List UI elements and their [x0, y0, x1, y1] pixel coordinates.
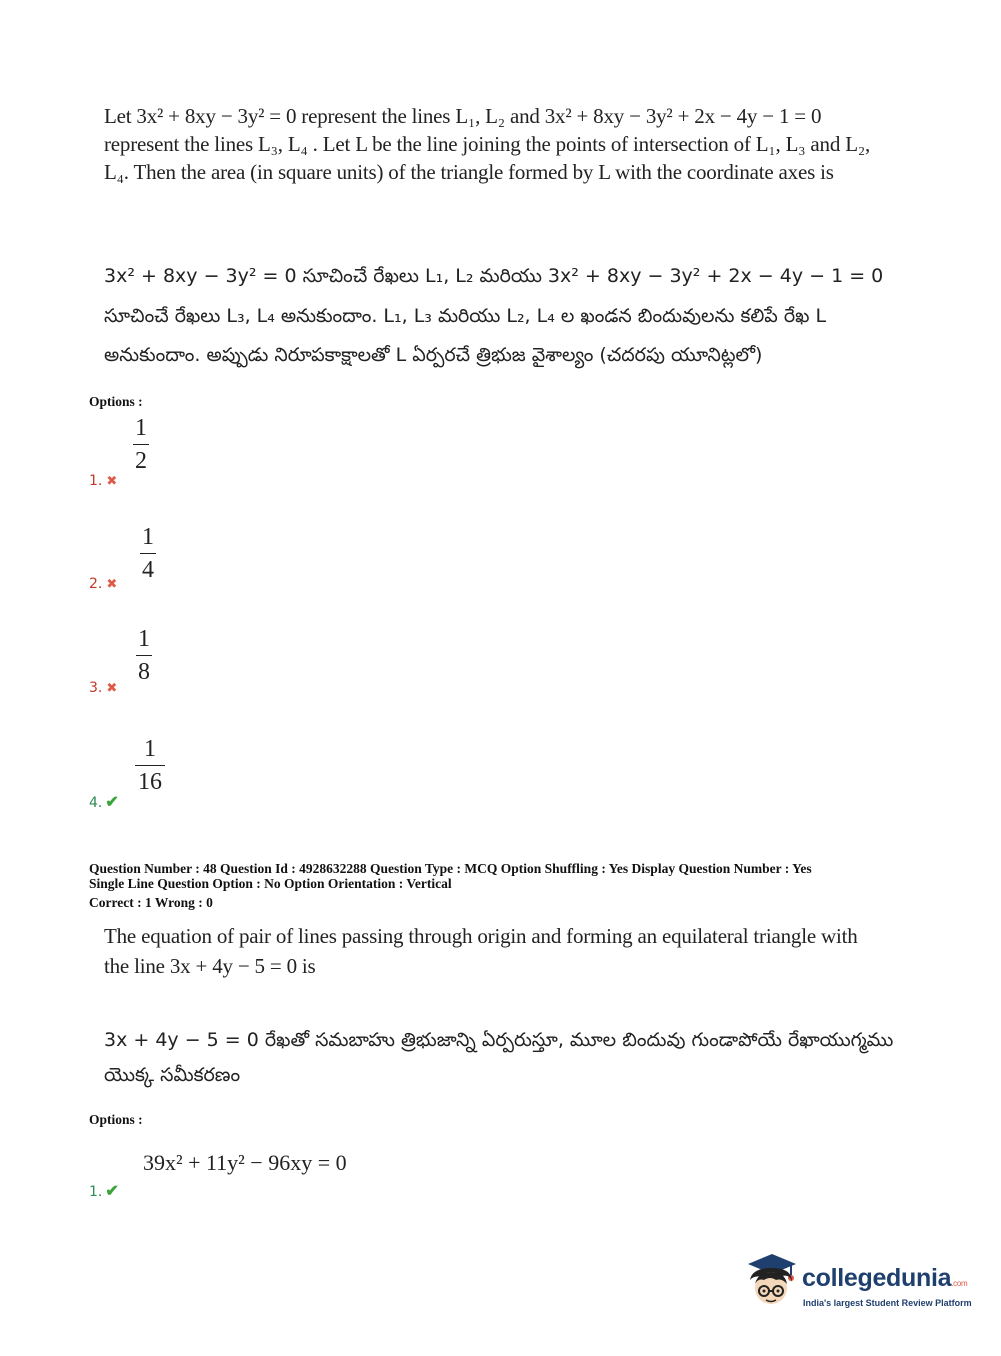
q47-english-text: Let 3x² + 8xy − 3y² = 0 represent the lines L₁, L₂ and 3x² + 8xy − 3y² + 2x − 4y − 1 = 0 represent the lines L₃, L₄ . Let L be the line joining the points of intersection of L₁, L₃ and L₂, L₄. Then the area (in square units) of the triangle formed by L with the coordinate axes is	[104, 104, 870, 184]
logo-suffix: .com	[951, 1279, 968, 1288]
graduate-mascot-icon	[742, 1250, 800, 1310]
q48-meta-line-1: Question Number : 48 Question Id : 4928632288 Question Type : MCQ Option Shuffling : Yes Display Question Number : Yes	[89, 861, 812, 876]
cross-icon: ✖	[106, 576, 118, 591]
q47-option-2-fraction	[140, 523, 156, 584]
option-number: 1.	[89, 473, 103, 489]
denominator: 2	[135, 448, 147, 474]
option-number: 1.	[89, 1184, 103, 1200]
q48-option-1-equation: 39x² + 11y² − 96xy = 0	[143, 1150, 347, 1175]
q47-telugu-line-3: అనుకుందాం. అప్పుడు నిరూపకాక్షాలతో L ఏర్పరచే త్రిభుజ వైశాల్యం (చదరపు యూనిట్లలో)	[104, 344, 763, 366]
q47-options-label: Options :	[89, 394, 143, 409]
numerator: 1	[144, 736, 156, 762]
q48-meta-line-2: Single Line Question Option : No Option Orientation : Vertical	[89, 876, 452, 891]
check-icon: ✔	[105, 1183, 119, 1200]
denominator: 4	[142, 557, 154, 583]
q47-option-4[interactable]	[89, 792, 119, 812]
q47-telugu-line-2: సూచించే రేఖలు L₃, L₄ అనుకుందాం. L₁, L₃ మరియు L₂, L₄ ల ఖండన బిందువులను కలిపే రేఖ L	[104, 305, 827, 327]
numerator: 1	[135, 415, 147, 441]
q47-telugu-line-1: 3x² + 8xy − 3y² = 0 సూచించే రేఖలు L₁, L₂ మరియు 3x² + 8xy − 3y² + 2x − 4y − 1 = 0	[104, 265, 884, 287]
fraction-bar	[140, 553, 156, 554]
q47-option-3-fraction	[136, 625, 152, 686]
q48-telugu-line-1: 3x + 4y − 5 = 0 రేఖతో సమబాహు త్రిభుజాన్ని ఏర్పరుస్తూ, మూల బిందువు గుండాపోయే రేఖాయుగ్మము	[104, 1029, 894, 1051]
q48-marks: Correct : 1 Wrong : 0	[89, 895, 213, 910]
cross-icon: ✖	[106, 680, 118, 695]
q47-option-1[interactable]	[89, 472, 117, 490]
option-number: 3.	[89, 680, 103, 696]
q47-option-2[interactable]	[89, 575, 117, 593]
check-icon: ✔	[105, 794, 119, 811]
q47-option-1-fraction	[133, 414, 149, 475]
logo-name: collegedunia	[802, 1264, 952, 1292]
fraction-bar	[133, 444, 149, 445]
q47-option-4-fraction	[135, 735, 165, 796]
q48-options-label: Options :	[89, 1112, 143, 1127]
q48-english-line-2: the line 3x + 4y − 5 = 0 is	[104, 954, 316, 978]
q48-option-1[interactable]	[89, 1181, 119, 1201]
cross-icon: ✖	[106, 473, 118, 488]
denominator: 16	[138, 769, 162, 795]
fraction-bar	[136, 655, 152, 656]
numerator: 1	[138, 626, 150, 652]
option-number: 2.	[89, 576, 103, 592]
logo-wordmark	[802, 1264, 967, 1293]
q47-option-3[interactable]	[89, 679, 117, 697]
numerator: 1	[142, 524, 154, 550]
denominator: 8	[138, 659, 150, 685]
fraction-bar	[135, 765, 165, 766]
collegedunia-logo	[742, 1250, 972, 1312]
logo-tagline: India's largest Student Review Platform	[803, 1298, 972, 1308]
option-number: 4.	[89, 795, 103, 811]
q48-telugu-line-2: యొక్క సమీకరణం	[104, 1064, 241, 1086]
q48-english-line-1: The equation of pair of lines passing through origin and forming an equilateral triangle with	[104, 924, 858, 948]
